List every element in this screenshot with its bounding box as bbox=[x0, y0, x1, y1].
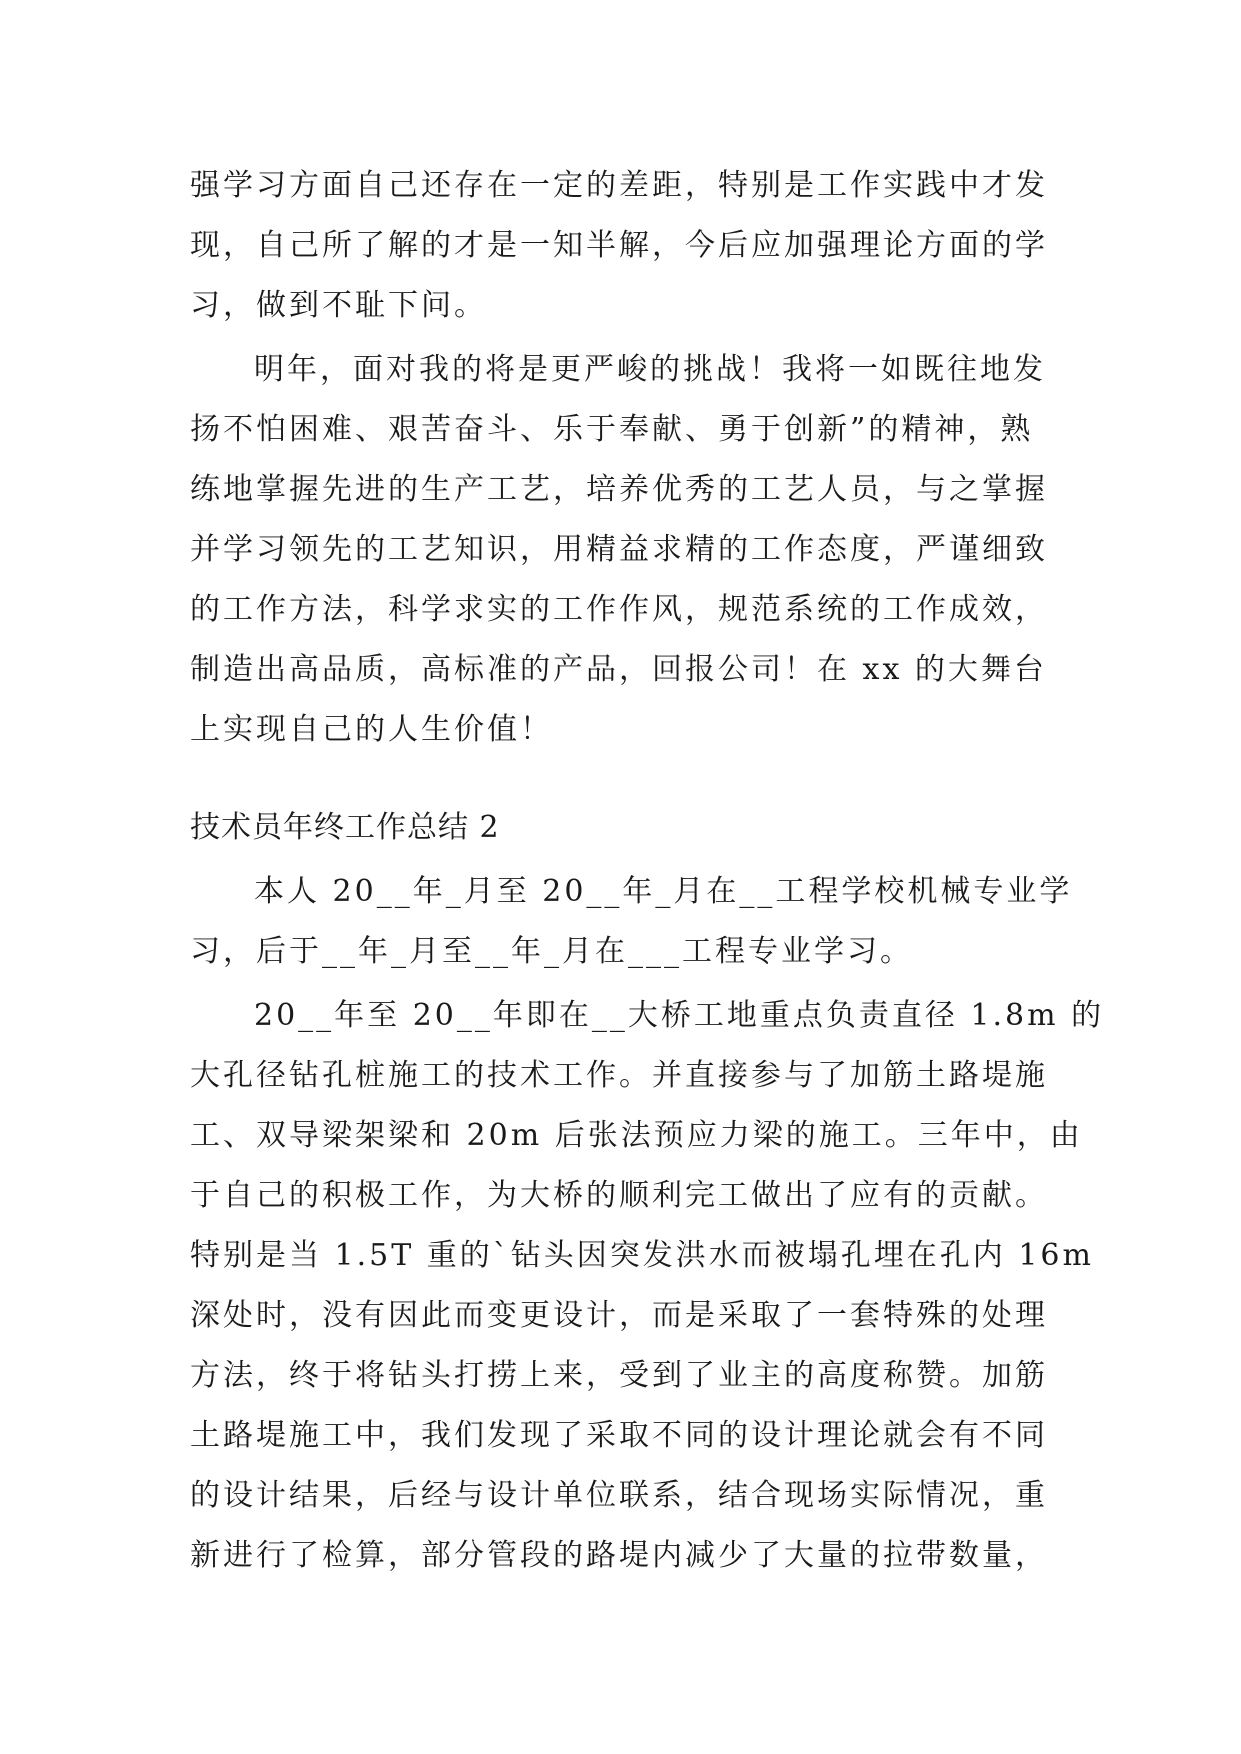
paragraph-line: 扬不怕困难、艰苦奋斗、乐于奉献、勇于创新”的精神，熟 bbox=[190, 412, 1034, 447]
paragraph-line: 本人 20__年_月至 20__年_月在__工程学校机械专业学 bbox=[254, 874, 1073, 909]
paragraph-line: 明年，面对我的将是更严峻的挑战！我将一如既往地发 bbox=[254, 352, 1046, 387]
paragraph-line: 上实现自己的人生价值！ bbox=[190, 712, 553, 747]
paragraph-line: 深处时，没有因此而变更设计，而是采取了一套特殊的处理 bbox=[190, 1298, 1048, 1333]
paragraph-line: 并学习领先的工艺知识，用精益求精的工作态度，严谨细致 bbox=[190, 532, 1048, 567]
paragraph-line: 现，自己所了解的才是一知半解，今后应加强理论方面的学 bbox=[190, 228, 1048, 263]
paragraph-line: 制造出高品质，高标准的产品，回报公司！在 xx 的大舞台 bbox=[190, 652, 1047, 687]
paragraph-line: 习，后于__年_月至__年_月在___工程专业学习。 bbox=[190, 934, 913, 969]
paragraph-line: 20__年至 20__年即在__大桥工地重点负责直径 1.8m 的 bbox=[254, 998, 1105, 1033]
paragraph-line: 工、双导梁架梁和 20m 后张法预应力梁的施工。三年中，由 bbox=[190, 1118, 1083, 1153]
paragraph-line: 新进行了检算，部分管段的路堤内减少了大量的拉带数量， bbox=[190, 1538, 1048, 1573]
paragraph-line: 的工作方法，科学求实的工作作风，规范系统的工作成效， bbox=[190, 592, 1048, 627]
paragraph-line: 大孔径钻孔桩施工的技术工作。并直接参与了加筋土路堤施 bbox=[190, 1058, 1048, 1093]
paragraph-line: 于自己的积极工作，为大桥的顺利完工做出了应有的贡献。 bbox=[190, 1178, 1048, 1213]
paragraph-line: 的设计结果，后经与设计单位联系，结合现场实际情况，重 bbox=[190, 1478, 1048, 1513]
section-title: 技术员年终工作总结 2 bbox=[190, 810, 500, 845]
paragraph-line: 习，做到不耻下问。 bbox=[190, 288, 487, 323]
paragraph-line: 练地掌握先进的生产工艺，培养优秀的工艺人员，与之掌握 bbox=[190, 472, 1048, 507]
paragraph-line: 特别是当 1.5T 重的`钻头因突发洪水而被塌孔埋在孔内 16m bbox=[190, 1238, 1094, 1273]
paragraph-line: 强学习方面自己还存在一定的差距，特别是工作实践中才发 bbox=[190, 168, 1048, 203]
paragraph-line: 土路堤施工中，我们发现了采取不同的设计理论就会有不同 bbox=[190, 1418, 1048, 1453]
paragraph-line: 方法，终于将钻头打捞上来，受到了业主的高度称赞。加筋 bbox=[190, 1358, 1048, 1393]
